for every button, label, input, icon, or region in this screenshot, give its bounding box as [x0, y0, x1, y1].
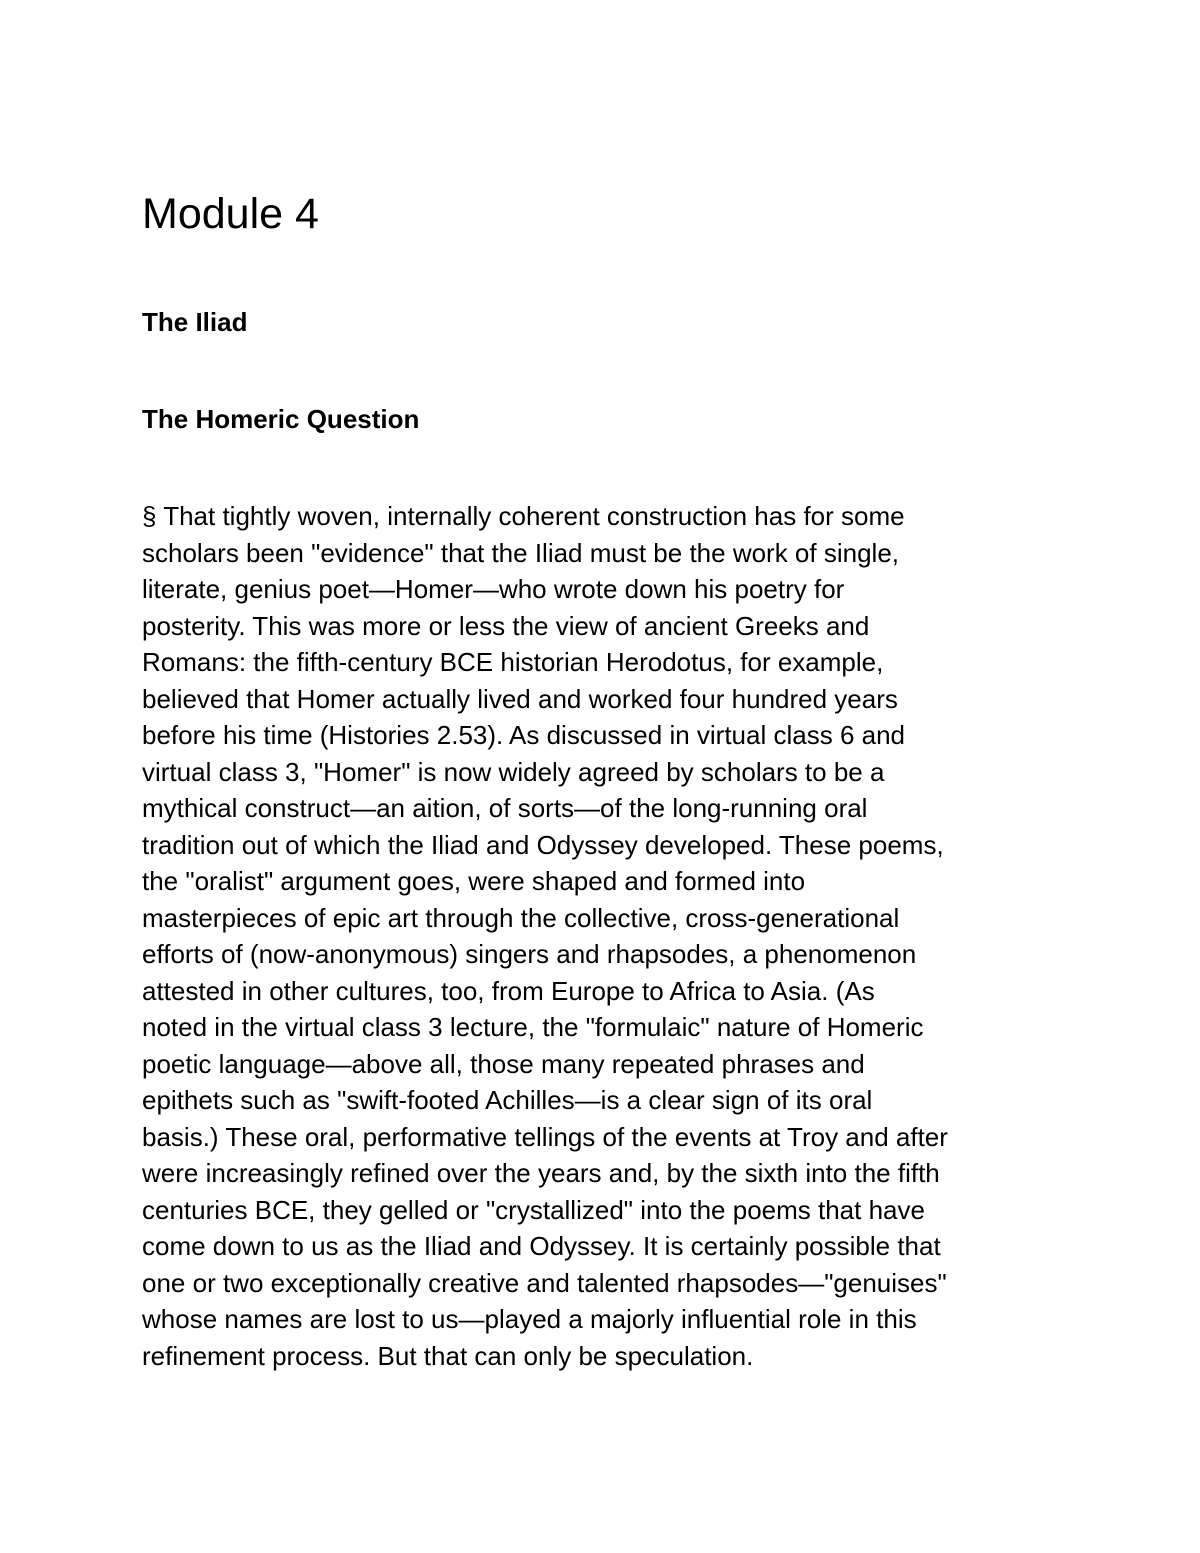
- paragraph-line: refinement process. But that can only be speculation.: [142, 1340, 754, 1371]
- paragraph-line: masterpieces of epic art through the collective, cross-generational: [142, 902, 900, 933]
- paragraph-line: § That tightly woven, internally coherent construction has for some: [142, 501, 905, 531]
- paragraph-line: whose names are lost to us—played a majorly influential role in this: [142, 1304, 917, 1334]
- paragraph-line: virtual class 3, "Homer" is now widely agreed by scholars to be a: [142, 756, 885, 787]
- paragraph-line: poetic language—above all, those many repeated phrases and: [142, 1048, 865, 1079]
- paragraph-line: efforts of (now-anonymous) singers and rhapsodes, a phenomenon: [142, 939, 917, 969]
- paragraph-line: before his time (Histories 2.53). As discussed in virtual class 6 and: [142, 720, 906, 750]
- paragraph-line: posterity. This was more or less the view of ancient Greeks and: [142, 610, 870, 641]
- paragraph-line: the "oralist" argument goes, were shaped and formed into: [142, 866, 806, 896]
- paragraph-line: basis.) These oral, performative tellings of the events at Troy and after: [142, 1121, 948, 1152]
- page-title: Module 4: [142, 190, 319, 238]
- paragraph-line: Romans: the fifth-century BCE historian Herodotus, for example,: [142, 647, 884, 677]
- paragraph-line: scholars been "evidence" that the Iliad must be the work of single,: [142, 537, 899, 568]
- paragraph-line: centuries BCE, they gelled or "crystallized" into the poems that have: [142, 1194, 925, 1225]
- section-heading: The Iliad: [142, 307, 248, 337]
- paragraph-line: noted in the virtual class 3 lecture, the "formulaic" nature of Homeric: [142, 1012, 924, 1042]
- paragraph-line: believed that Homer actually lived and worked four hundred years: [142, 683, 898, 714]
- subsection-heading: The Homeric Question: [142, 404, 420, 434]
- paragraph-line: epithets such as "swift-footed Achilles—is a clear sign of its oral: [142, 1085, 873, 1115]
- paragraph-line: attested in other cultures, too, from Europe to Africa to Asia. (As: [142, 975, 875, 1006]
- body-paragraph: [142, 498, 948, 1374]
- paragraph-line: tradition out of which the Iliad and Odyssey developed. These poems,: [142, 829, 944, 860]
- paragraph-line: mythical construct—an aition, of sorts—of the long-running oral: [142, 793, 868, 823]
- paragraph-line: one or two exceptionally creative and talented rhapsodes—"genuises": [142, 1267, 947, 1298]
- paragraph-line: literate, genius poet—Homer—who wrote down his poetry for: [142, 574, 845, 604]
- paragraph-line: were increasingly refined over the years and, by the sixth into the fifth: [142, 1158, 940, 1188]
- paragraph-line: come down to us as the Iliad and Odyssey. It is certainly possible that: [142, 1231, 941, 1261]
